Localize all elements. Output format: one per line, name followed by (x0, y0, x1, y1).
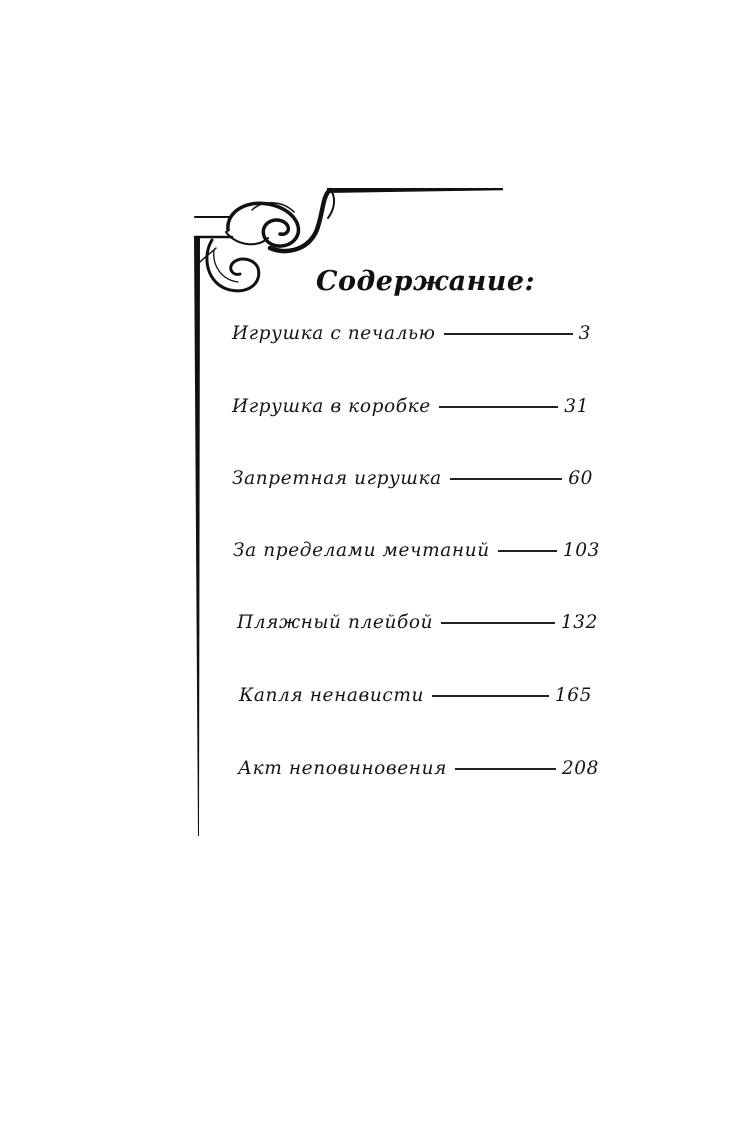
toc-leader-line (441, 622, 555, 624)
toc-leader-line (444, 333, 573, 335)
toc-entry-title: Пляжный плейбой (237, 611, 434, 633)
toc-leader-line (450, 478, 562, 480)
toc-entry-page-number: 60 (568, 467, 593, 489)
toc-leader-line (439, 406, 558, 408)
toc-leader-line (432, 695, 549, 697)
toc-leader-line (498, 550, 557, 552)
toc-title: Содержание: (316, 266, 536, 297)
toc-entry[interactable] (237, 607, 598, 637)
toc-entry[interactable] (232, 391, 589, 421)
toc-entry-page-number: 208 (561, 757, 599, 779)
toc-entry[interactable] (239, 680, 592, 710)
toc-entry-title: Капля ненависти (239, 684, 425, 706)
toc-entry-page-number: 132 (560, 611, 598, 633)
toc-entry[interactable] (232, 463, 593, 493)
toc-entry-page-number: 31 (564, 395, 589, 417)
toc-entry-title: Запретная игрушка (232, 467, 442, 489)
toc-entry-page-number: 165 (554, 684, 592, 706)
toc-entry[interactable] (232, 318, 591, 348)
toc-entry[interactable] (238, 753, 599, 783)
toc-entry-title: Акт неповиновения (238, 757, 447, 779)
toc-entry-page-number: 3 (578, 322, 591, 344)
toc-entry-page-number: 103 (562, 539, 600, 561)
toc-entry-title: Игрушка в коробке (232, 395, 431, 417)
toc-entry-title: Игрушка с печалью (232, 322, 436, 344)
toc-leader-line (455, 768, 556, 770)
toc-entry-title: За пределами мечтаний (233, 539, 490, 561)
toc-entry[interactable] (233, 535, 600, 565)
